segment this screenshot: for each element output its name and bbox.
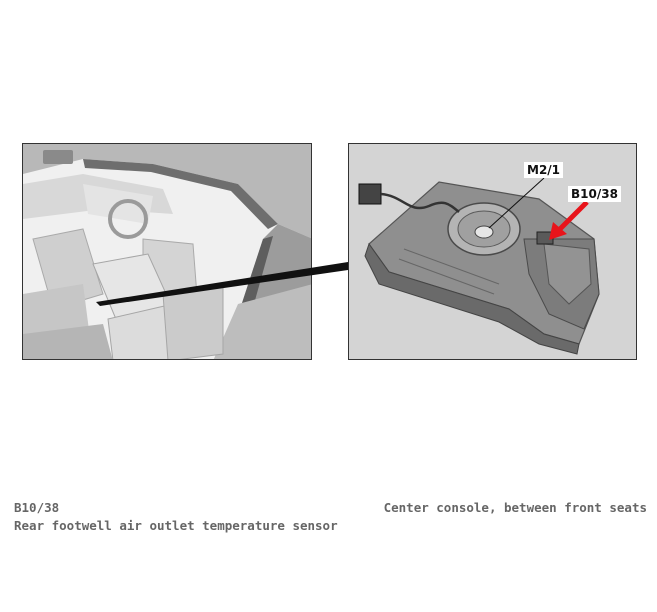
component-code: B10/38 xyxy=(14,500,60,515)
callout-temperature-sensor: B10/38 xyxy=(568,186,621,202)
blower-housing-detail xyxy=(348,143,637,360)
car-interior-drawing xyxy=(23,144,312,360)
component-location: Center console, between front seats xyxy=(383,500,647,515)
car-interior-illustration xyxy=(22,143,312,360)
component-description: Rear footwell air outlet temperature sensor xyxy=(14,518,338,533)
blower-housing-drawing xyxy=(349,144,637,360)
callout-blower-motor: M2/1 xyxy=(524,162,563,178)
